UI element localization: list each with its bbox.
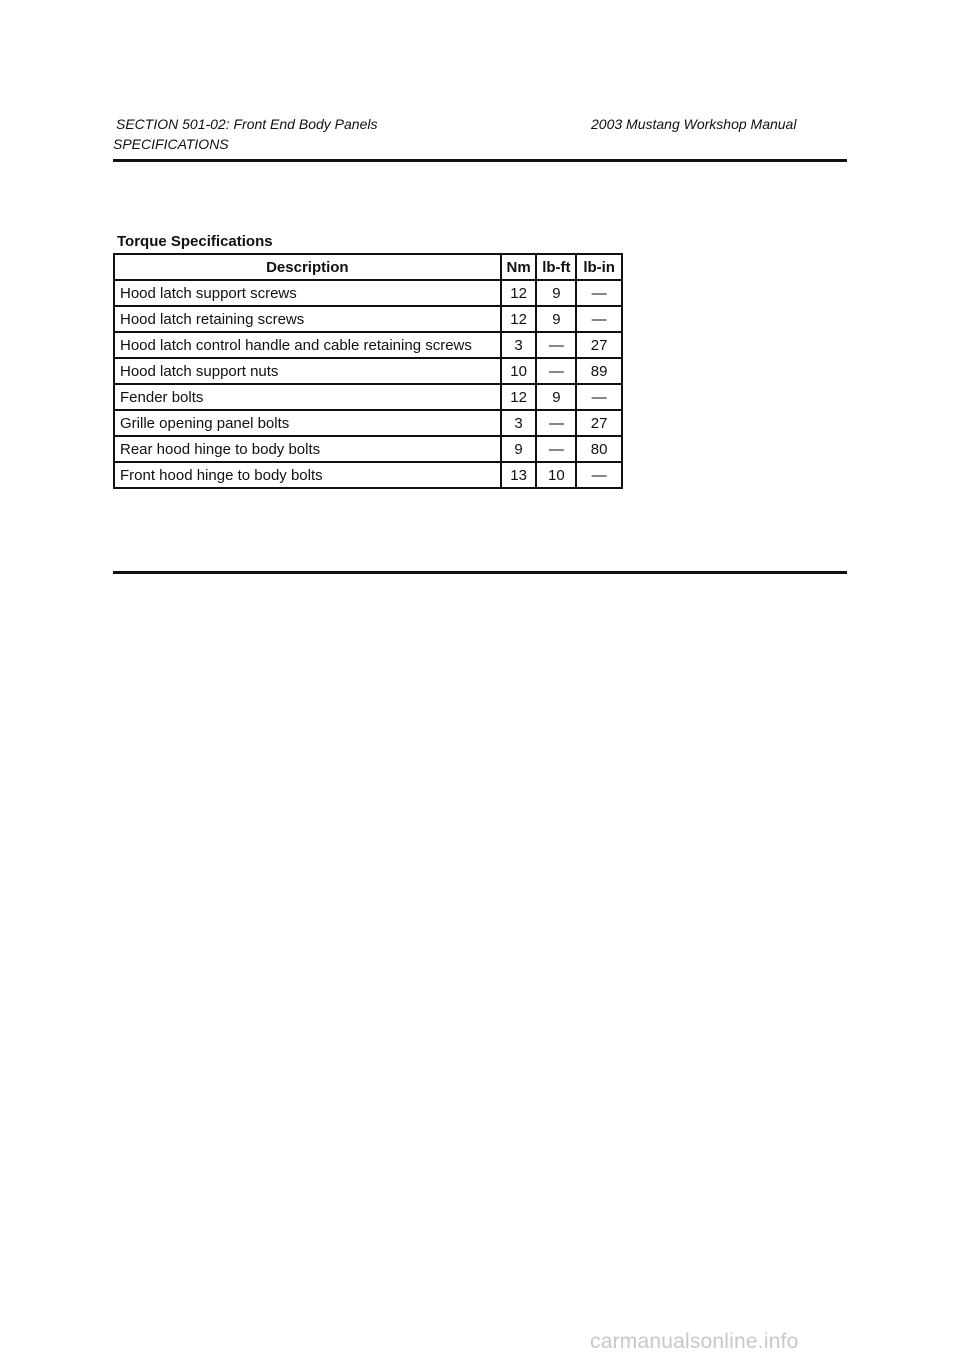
column-header-nm: Nm: [501, 254, 537, 280]
column-header-lb-in: lb-in: [576, 254, 622, 280]
cell-nm: 3: [501, 332, 537, 358]
table-header-row: [114, 254, 622, 280]
cell-nm: 12: [501, 280, 537, 306]
cell-lb-in: —: [576, 384, 622, 410]
cell-lb-in: —: [576, 280, 622, 306]
table-row: [114, 306, 622, 332]
cell-description: Rear hood hinge to body bolts: [114, 436, 501, 462]
cell-description: Front hood hinge to body bolts: [114, 462, 501, 488]
table-row: [114, 358, 622, 384]
cell-nm: 3: [501, 410, 537, 436]
cell-lb-ft: 9: [536, 384, 576, 410]
table-title: Torque Specifications: [117, 233, 273, 250]
cell-description: Hood latch control handle and cable retaining screws: [114, 332, 501, 358]
cell-description: Hood latch retaining screws: [114, 306, 501, 332]
table-row: [114, 462, 622, 488]
table-row: [114, 384, 622, 410]
cell-lb-in: —: [576, 306, 622, 332]
manual-title: 2003 Mustang Workshop Manual: [591, 116, 797, 132]
column-header-lb-ft: lb-ft: [536, 254, 576, 280]
cell-lb-in: 27: [576, 410, 622, 436]
cell-description: Grille opening panel bolts: [114, 410, 501, 436]
column-header-description: Description: [114, 254, 501, 280]
cell-lb-in: 27: [576, 332, 622, 358]
cell-lb-ft: 9: [536, 306, 576, 332]
cell-nm: 13: [501, 462, 537, 488]
cell-nm: 12: [501, 384, 537, 410]
cell-lb-ft: —: [536, 332, 576, 358]
header-divider: [113, 159, 847, 162]
cell-lb-ft: 10: [536, 462, 576, 488]
cell-nm: 10: [501, 358, 537, 384]
watermark: carmanualsonline.info: [590, 1330, 799, 1353]
cell-nm: 9: [501, 436, 537, 462]
cell-description: Fender bolts: [114, 384, 501, 410]
cell-lb-ft: 9: [536, 280, 576, 306]
table-row: [114, 280, 622, 306]
cell-nm: 12: [501, 306, 537, 332]
cell-lb-ft: —: [536, 436, 576, 462]
cell-description: Hood latch support nuts: [114, 358, 501, 384]
table-row: [114, 436, 622, 462]
torque-spec-table: [113, 253, 623, 489]
subsection-title: SPECIFICATIONS: [113, 136, 229, 152]
cell-lb-ft: —: [536, 358, 576, 384]
cell-lb-in: —: [576, 462, 622, 488]
cell-lb-ft: —: [536, 410, 576, 436]
footer-divider: [113, 571, 847, 574]
section-title: SECTION 501-02: Front End Body Panels: [116, 116, 378, 132]
cell-lb-in: 80: [576, 436, 622, 462]
table-row: [114, 410, 622, 436]
cell-description: Hood latch support screws: [114, 280, 501, 306]
cell-lb-in: 89: [576, 358, 622, 384]
table-row: [114, 332, 622, 358]
